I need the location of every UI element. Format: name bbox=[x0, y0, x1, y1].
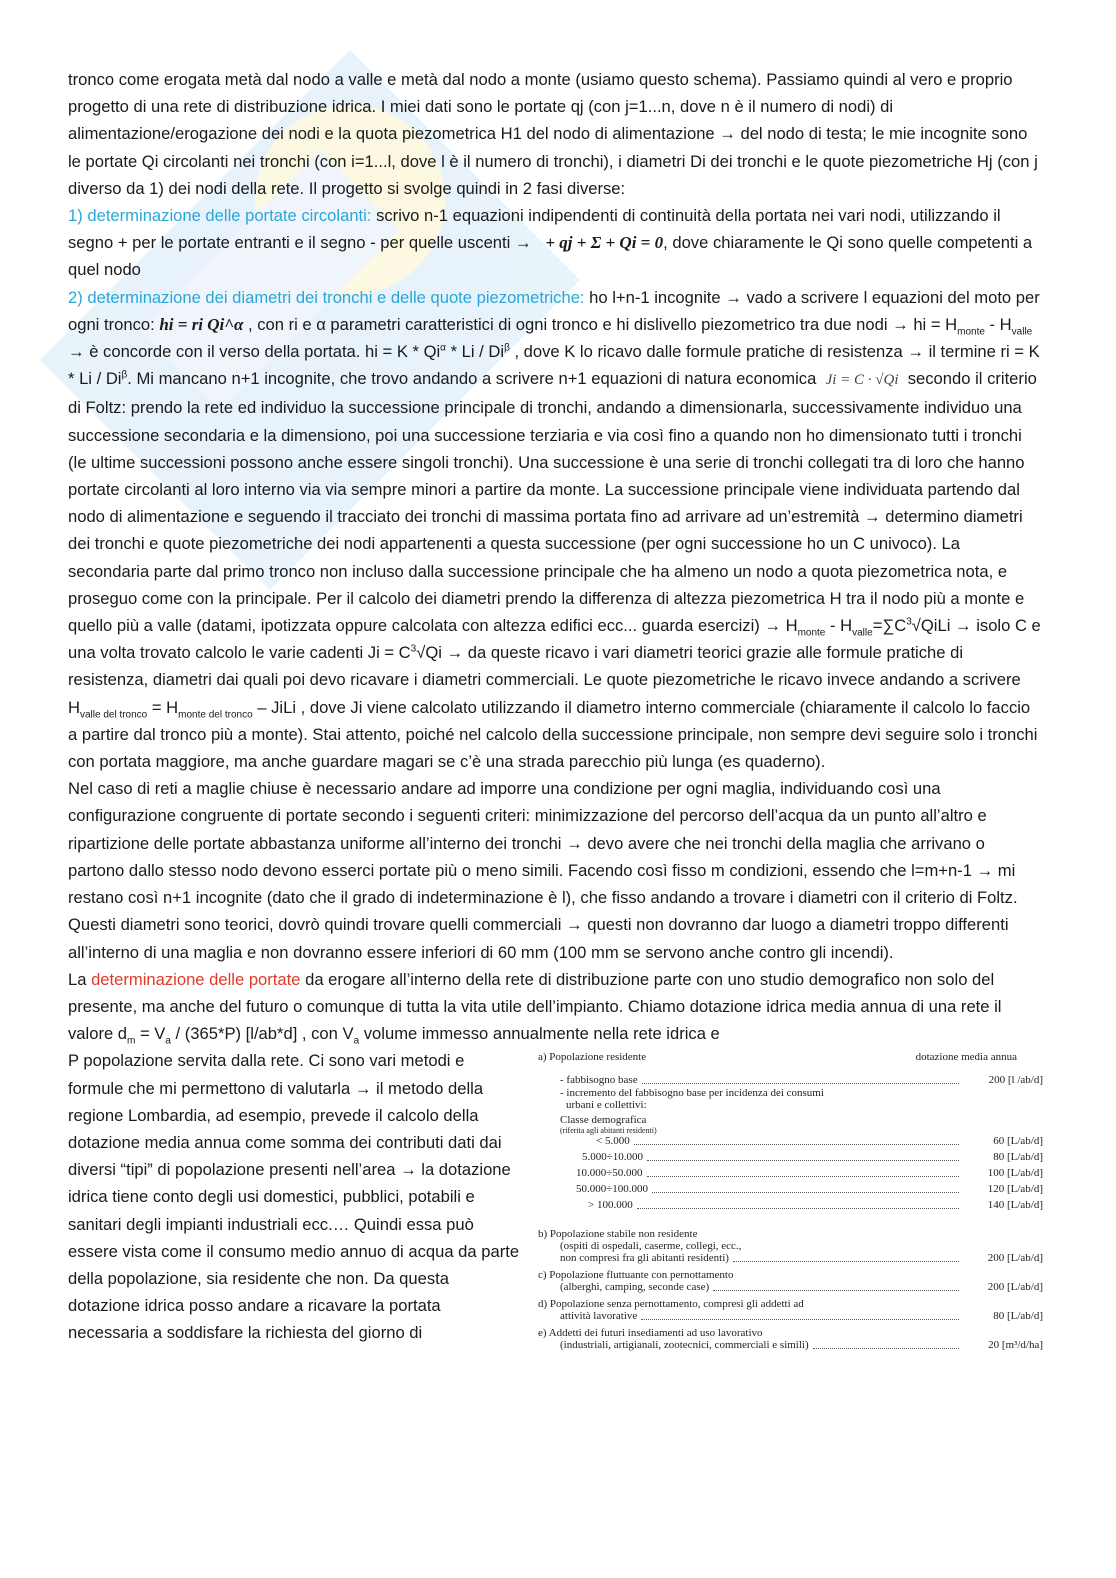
arrow-icon: → bbox=[892, 314, 909, 334]
table-row: c) Popolazione fluttuante con pernottamento bbox=[538, 1269, 734, 1282]
step-2-title: 2) determinazione dei diametri dei tronchi e delle quote piezometriche: bbox=[68, 287, 585, 307]
table-row: 50.000÷100.000 120 [L/ab/d] bbox=[576, 1183, 1043, 1196]
arrow-icon: → bbox=[68, 342, 85, 362]
table-row: 5.000÷10.000 80 [L/ab/d] bbox=[582, 1151, 1043, 1164]
arrow-icon: → bbox=[566, 833, 583, 853]
table-row: b) Popolazione stabile non residente bbox=[538, 1228, 698, 1241]
motion-formula: hi = ri Qi^α bbox=[159, 314, 244, 334]
step-1-title: 1) determinazione delle portate circolanti: bbox=[68, 206, 372, 226]
arrow-icon: → bbox=[400, 1160, 417, 1180]
table-row: 10.000÷50.000 100 [L/ab/d] bbox=[576, 1167, 1043, 1180]
arrow-icon: → bbox=[725, 287, 742, 307]
arrow-icon: → bbox=[976, 860, 994, 880]
bottom-section bbox=[68, 1047, 1043, 1352]
table-header-left: a) Popolazione residente bbox=[538, 1051, 647, 1064]
table-row: - fabbisogno base 200 [l /ab/d] bbox=[560, 1074, 1043, 1087]
document-page bbox=[68, 66, 1043, 1352]
table-row: Classe demografica bbox=[560, 1114, 647, 1127]
table-row: attività lavorative 80 [L/ab/d] bbox=[560, 1310, 1043, 1323]
arrow-icon: → bbox=[864, 507, 881, 527]
arrow-icon: → bbox=[907, 342, 924, 362]
step-1-paragraph: 1) determinazione delle portate circolanti: scrivo n-1 equazioni indipendenti di continuità della portata nei vari nodi, utilizzando il segno + per le portate entranti e il segno - per quelle uscenti → + qj + Σ + Qi = 0, dove chiaramente le Qi sono quelle competenti a quel nodo bbox=[68, 206, 1033, 280]
flow-determination-paragraph: La determinazione delle portate da erogare all’interno della rete di distribuzione parte con uno studio demografico non solo del presente, ma anche del futuro o comunque di tutta la vita utile dell’impianto. Chiamo dotazione idrica media annua di una rete il valore $d_m = V_a / (365*P)$ [l/ab*d] , con $V_a$ volume immesso annualmente nella rete idrica e bbox=[68, 969, 1002, 1047]
arrow-icon: → bbox=[514, 233, 532, 253]
table-note: (riferita agli abitanti residenti) bbox=[560, 1126, 657, 1136]
table-row: d) Popolazione senza pernottamento, compresi gli addetti ad bbox=[538, 1298, 804, 1311]
table-row: - incremento del fabbisogno base per incidenza dei consumi bbox=[560, 1087, 824, 1100]
table-row: < 5.000 60 [L/ab/d] bbox=[596, 1135, 1043, 1148]
step-2-paragraph: 2) determinazione dei diametri dei tronchi e delle quote piezometriche: ho l+n-1 incognite → vado a scrivere l equazioni del moto per ogni tronco: hi = ri Qi^α , con ri e α parametri caratteristici di ogni tronco e hi dislivello piezometrico tra due nodi → hi = $H_{monte} - H_{valle}$ → è concorde con il verso della portata. hi = K * $Qi^\alpha$ * Li / $Di^\beta$ , dove K lo ricavo dalle formule pratiche di resistenza → il termine ri = K * Li / $Di^\beta$. Mi mancano n+1 incognite, che trovo andando a scrivere n+1 equazioni di natura economica Ji = C · √Qi secondo il criterio di Foltz: prendo la rete ed individuo la successione principale di tronchi, andando a dimensionarla, successivamente individuo una successione secondaria e la dimensiono, poi una successione terziaria e via così fino a quando non ho dimensionato tutti i tronchi (le ultime successioni possono anche essere singoli tronchi). Una successione è una serie di tronchi collegati tra di loro che hanno portate circolanti al loro interno via via sempre minori a partire da monte. La successione principale viene individuata partendo dal nodo di alimentazione e seguendo il tracciato dei tronchi di massima portata fino ad arrivare ad un’estremità → determino diametri dei tronchi e quote piezometriche dei nodi appartenenti a questa successione (per ogni successione ho un C univoco). La secondaria parte dal primo tronco non incluso dalla successione principale che ha almeno un nodo a quota piezometrica nota, e proseguo come con la principale. Per il calcolo dei diametri prendo la differenza di altezza piezometrica H tra il nodo più a monte e quello più a valle (datami, ipotizzata oppure calcolata con altezza edifici ecc... guarda esercizi) → $H_{monte}$ - $H_{valle}=\sum C^3√QiLi$ → isolo C e una volta trovato calcolo le varie cadenti $Ji = C^3√Qi$ → da queste ricavo i vari diametri teorici grazie alle formule pratiche di resistenza, diametri dai quali poi devo ricavare i diametri commerciali. Le quote piezometriche le ricavo invece andando a scrivere $H_{valle del tronco} = H_{monte del tronco}$ – JiLi , dove Ji viene calcolato utilizzando il diametro interno commerciale (chiaramente il calcolo lo faccio a partire dal tronco più a monte). Stai attento, poiché nel calcolo della successione principale, non sempre devi seguire solo i tronchi con portata maggiore, ma anche guardare magari se c’è una strada parecchio più lunga (es quaderno). bbox=[68, 287, 1041, 772]
table-header-right: dotazione media annua bbox=[915, 1051, 1017, 1064]
table-row: (industriali, artigianali, zootecnici, commerciali e simili) 20 [m³/d/ha] bbox=[560, 1339, 1043, 1352]
continuity-formula: + qj + Σ + Qi = 0 bbox=[545, 233, 664, 253]
foltz-formula: Ji = C · √Qi bbox=[825, 372, 899, 389]
arrow-icon: → bbox=[955, 616, 972, 636]
arrow-icon: → bbox=[566, 915, 583, 935]
table-row: urbani e collettivi: bbox=[566, 1099, 647, 1112]
intro-paragraph: tronco come erogata metà dal nodo a valle e metà dal nodo a monte (usiamo questo schema). Passiamo quindi al vero e proprio progetto di una rete di distribuzione idrica. I miei dati sono le portate qj (con j=1...n, dove n è il numero di nodi) di alimentazione/erogazione dei nodi e la quota piezometrica H1 del nodo di alimentazione → del nodo di testa; le mie incognite sono le portate Qi circolanti nei tronchi (con i=1...l, dove l è il numero di tronchi), i diametri Di dei tronchi e le quote piezometriche Hj (con j diverso da 1) dei nodi della rete. Il progetto si svolge quindi in 2 fasi diverse: bbox=[68, 70, 1038, 198]
table-row: (alberghi, camping, seconde case) 200 [L/ab/d] bbox=[560, 1281, 1043, 1294]
table-row: non compresi fra gli abitanti residenti) 200 [L/ab/d] bbox=[560, 1252, 1043, 1265]
table-row: e) Addetti dei futuri insediamenti ad uso lavorativo bbox=[538, 1327, 763, 1340]
water-allocation-table bbox=[538, 1047, 1043, 1352]
flow-determination-highlight: determinazione delle portate bbox=[91, 969, 301, 989]
arrow-icon: → bbox=[354, 1078, 372, 1098]
arrow-icon: → bbox=[719, 124, 736, 144]
arrow-icon: → bbox=[446, 643, 464, 663]
arrow-icon: → bbox=[764, 616, 781, 636]
left-column-text: P popolazione servita dalla rete. Ci sono vari metodi e formule che mi permettono di valutarla → il metodo della regione Lombardia, ad esempio, prevede il calcolo della dotazione media annua come somma dei contributi dati dai diversi “tipi” di popolazione presenti nell’area → la dotazione idrica tiene conto degli usi domestici, pubblici, potabili e sanitari degli impianti industriali ecc.… Quindi essa può essere vista come il consumo medio annuo di acqua da parte della popolazione, sia residente che non. Da questa dotazione idrica posso andare a ricavare la portata necessaria a soddisfare la richiesta del giorno di bbox=[68, 1051, 520, 1343]
table-row: (ospiti di ospedali, caserme, collegi, ecc., bbox=[560, 1240, 742, 1253]
closed-mesh-paragraph: Nel caso di reti a maglie chiuse è necessario andare ad imporre una condizione per ogni maglia, individuando così una configurazione congruente di portate secondo i seguenti criteri: minimizzazione del percorso dell’acqua da un punto all’altro e ripartizione delle portate abbastanza uniforme all’interno dei tronchi → devo avere che nei tronchi della maglia che arrivano o partono dallo stesso nodo devono esserci portate più o meno simili. Facendo così fisso m condizioni, essendo che l=m+n-1 → mi restano così n+1 incognite (dato che il grado di indeterminazione è l), che fisso andando a trovare i diametri con il criterio di Foltz. Questi diametri sono teorici, dovrò quindi trovare quelli commerciali → questi non dovranno dar luogo a diametri troppo differenti all’interno di una maglia e non dovranno essere inferiori di 60 mm (100 mm se servono anche contro gli incendi). bbox=[68, 779, 1018, 962]
table-row: > 100.000 140 [L/ab/d] bbox=[588, 1199, 1043, 1212]
